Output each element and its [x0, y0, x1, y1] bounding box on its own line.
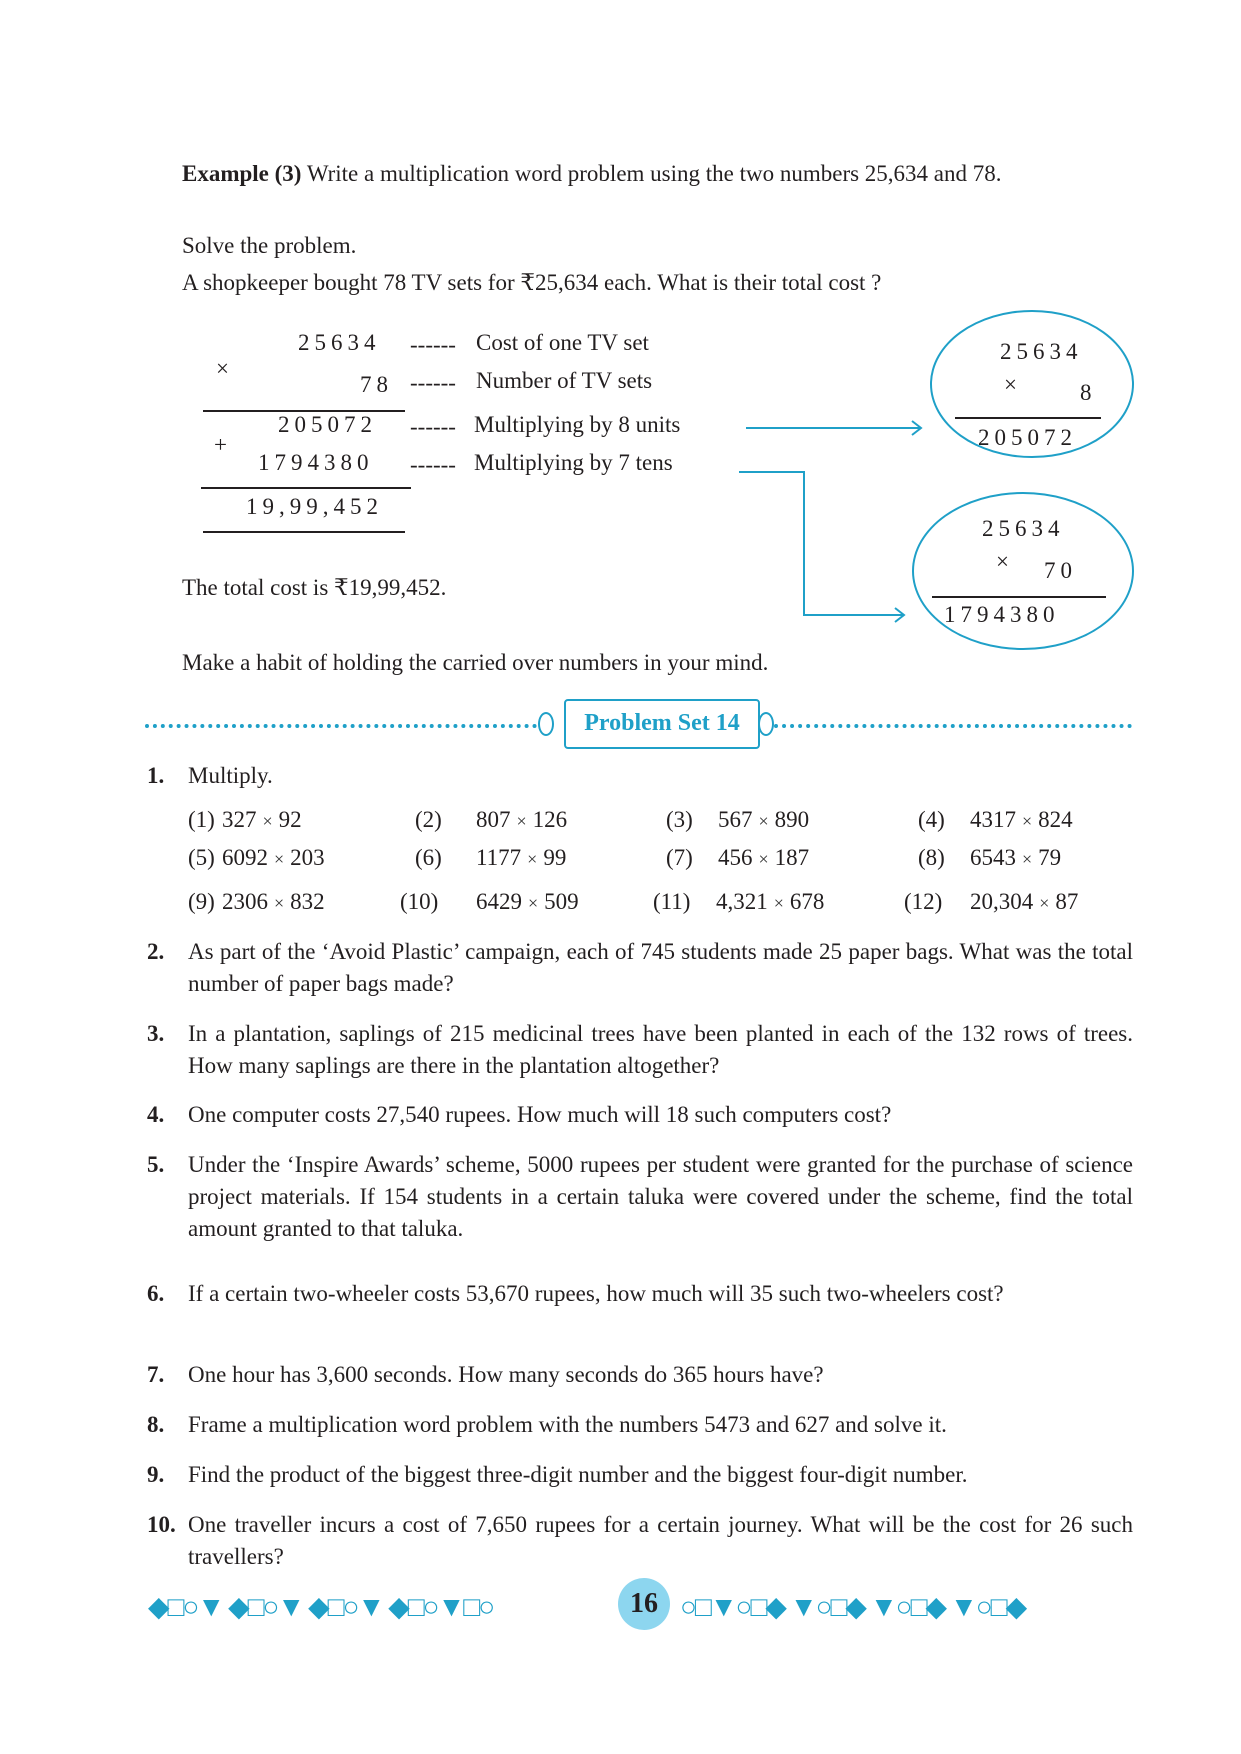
q1-item-expression — [222, 887, 325, 918]
bubble1-mult: 8 — [1080, 380, 1097, 405]
times-sign: × — [773, 893, 784, 913]
q1-item-label: (4) — [918, 807, 945, 832]
work-result: 19,99,452 — [246, 494, 383, 519]
note-tens: Multiplying by 7 tens — [474, 450, 673, 475]
page-number: 16 — [618, 1578, 670, 1630]
q1-item-expression — [476, 887, 579, 918]
bubble2-times: × — [996, 549, 1009, 574]
q1-operand-a: 6543 — [970, 845, 1016, 870]
problem-set-title: Problem Set 14 — [564, 699, 760, 749]
question-number: 8. — [147, 1412, 165, 1437]
banner-knob-right — [758, 712, 774, 736]
q1-operand-b: 187 — [774, 845, 810, 870]
q1-item-expression — [476, 805, 567, 836]
question-number: 5. — [147, 1152, 165, 1177]
plus-sign: + — [214, 432, 227, 457]
note-number: Number of TV sets — [476, 368, 653, 393]
q1-item-expression — [222, 843, 325, 874]
footer-ornament-right: ○□▼○□◆ ▼○□◆ ▼○□◆ ▼○□◆ — [680, 1592, 1026, 1623]
banner-knob-left — [538, 712, 554, 736]
bubble1-rule — [955, 417, 1101, 419]
q1-item-label: (1) — [188, 807, 215, 832]
bubble2-top: 25634 — [982, 516, 1065, 541]
question-number: 4. — [147, 1102, 165, 1127]
q1-operand-b: 509 — [544, 889, 579, 914]
q1-operand-a: 807 — [476, 807, 511, 832]
q1-operand-b: 92 — [278, 807, 302, 832]
q1-item-expression — [970, 887, 1078, 918]
q1-item-label: (6) — [415, 845, 442, 870]
q1-operand-a: 567 — [718, 807, 753, 832]
q1-item-expression — [970, 805, 1073, 836]
q1-operand-b: 99 — [543, 845, 567, 870]
q1-item-expression — [718, 843, 809, 874]
question-text: If a certain two-wheeler costs 53,670 rupees, how much will 35 such two-wheelers cost? — [188, 1281, 1004, 1306]
times-sign: × — [528, 893, 539, 913]
q1-item-label: (8) — [918, 845, 945, 870]
q1-item-label: (10) — [400, 889, 439, 914]
bubble1-result: 205072 — [978, 425, 1077, 450]
q1-operand-a: 1177 — [476, 845, 522, 870]
q1-operand-a: 2306 — [222, 889, 268, 914]
times-sign: × — [516, 811, 527, 831]
dash-3: ------ — [410, 414, 456, 439]
q1-text: Multiply. — [188, 763, 273, 788]
work-multiplier: 78 — [360, 372, 393, 397]
bubble1-times: × — [1004, 372, 1017, 397]
solve-instruction: Solve the problem. — [182, 233, 357, 258]
q1-number: 1. — [147, 763, 165, 788]
arrow-tens-line — [739, 472, 903, 615]
bubble2-rule — [932, 596, 1106, 598]
banner-dots-right — [774, 724, 1132, 728]
times-sign: × — [1039, 893, 1050, 913]
q1-operand-b: 126 — [532, 807, 568, 832]
q1-operand-b: 824 — [1038, 807, 1073, 832]
times-sign: × — [1022, 811, 1033, 831]
bubble2-mult: 70 — [1044, 558, 1077, 583]
q1-operand-b: 203 — [290, 845, 325, 870]
question-number: 6. — [147, 1281, 165, 1306]
q1-operand-b: 79 — [1038, 845, 1062, 870]
question-number: 9. — [147, 1462, 165, 1487]
q1-item-label: (7) — [666, 845, 693, 870]
question-number: 3. — [147, 1021, 165, 1046]
q1-item-expression — [476, 843, 566, 874]
bubble2-result: 1794380 — [944, 602, 1060, 627]
q1-operand-a: 6092 — [222, 845, 268, 870]
q1-operand-b: 832 — [290, 889, 325, 914]
times-sign: × — [1022, 849, 1033, 869]
times-sign: × — [262, 811, 273, 831]
example-label: Example (3) — [182, 161, 302, 186]
times-sign: × — [758, 811, 769, 831]
dash-2: ------ — [410, 370, 456, 395]
question-text: Frame a multiplication word problem with the numbers 5473 and 627 and solve it. — [188, 1412, 947, 1437]
times-sign: × — [527, 849, 538, 869]
word-problem: A shopkeeper bought 78 TV sets for ₹25,634 each. What is their total cost ? — [182, 270, 882, 295]
question-number: 10. — [147, 1512, 176, 1537]
q1-item-expression — [222, 805, 302, 836]
question-text: One computer costs 27,540 rupees. How much will 18 such computers cost? — [188, 1102, 892, 1127]
q1-item-label: (11) — [653, 889, 691, 914]
carry-tip: Make a habit of holding the carried over numbers in your mind. — [182, 650, 769, 675]
times-sign: × — [216, 356, 229, 381]
q1-operand-b: 87 — [1055, 889, 1079, 914]
q1-item-expression — [718, 805, 809, 836]
example-prompt-text: Write a multiplication word problem using the two numbers 25,634 and 78. — [306, 161, 1002, 186]
times-sign: × — [274, 893, 285, 913]
banner-dots-left — [145, 724, 537, 728]
bubble1-top: 25634 — [1000, 339, 1083, 364]
q1-operand-a: 4317 — [970, 807, 1016, 832]
work-partial-1: 205072 — [278, 412, 377, 437]
q1-item-label: (3) — [666, 807, 693, 832]
q1-operand-a: 20,304 — [970, 889, 1034, 914]
q1-operand-a: 456 — [718, 845, 753, 870]
q1-item-expression — [716, 887, 824, 918]
q1-operand-b: 678 — [789, 889, 825, 914]
question-text: Under the ‘Inspire Awards’ scheme, 5000 rupees per student were granted for the purchase of science project materials. If 154 students in a certain taluka were covered under the scheme, find the total amount granted to that taluka. — [188, 1152, 1133, 1241]
question-text: In a plantation, saplings of 215 medicinal trees have been planted in each of the 132 rows of trees. How many saplings are there in the plantation altogether? — [188, 1021, 1133, 1078]
total-cost-answer: The total cost is ₹19,99,452. — [182, 575, 447, 600]
q1-operand-a: 327 — [222, 807, 257, 832]
q1-item-label: (9) — [188, 889, 215, 914]
note-units: Multiplying by 8 units — [474, 412, 681, 437]
q1-item-label: (12) — [904, 889, 943, 914]
q1-item-label: (2) — [415, 807, 442, 832]
q1-item-label: (5) — [188, 845, 215, 870]
footer-ornament-left: ◆□○▼ ◆□○▼ ◆□○▼ ◆□○▼□○ — [148, 1592, 494, 1623]
q1-item-expression — [970, 843, 1061, 874]
work-partial-2: 1794380 — [258, 450, 374, 475]
q1-operand-a: 6429 — [476, 889, 522, 914]
times-sign: × — [758, 849, 769, 869]
q1-operand-b: 890 — [774, 807, 810, 832]
question-number: 2. — [147, 939, 165, 964]
work-multiplicand: 25634 — [298, 330, 381, 355]
dash-4: ------ — [410, 452, 456, 477]
dash-1: ------ — [410, 332, 456, 357]
question-text: Find the product of the biggest three-digit number and the biggest four-digit number. — [188, 1462, 968, 1487]
times-sign: × — [274, 849, 285, 869]
question-number: 7. — [147, 1362, 165, 1387]
note-cost: Cost of one TV set — [476, 330, 649, 355]
question-text: As part of the ‘Avoid Plastic’ campaign, each of 745 students made 25 paper bags. What was the total number of paper bags made? — [188, 939, 1133, 996]
question-text: One hour has 3,600 seconds. How many seconds do 365 hours have? — [188, 1362, 824, 1387]
q1-operand-a: 4,321 — [716, 889, 768, 914]
question-text: One traveller incurs a cost of 7,650 rupees for a certain journey. What will be the cost for 26 such travellers? — [188, 1512, 1133, 1569]
